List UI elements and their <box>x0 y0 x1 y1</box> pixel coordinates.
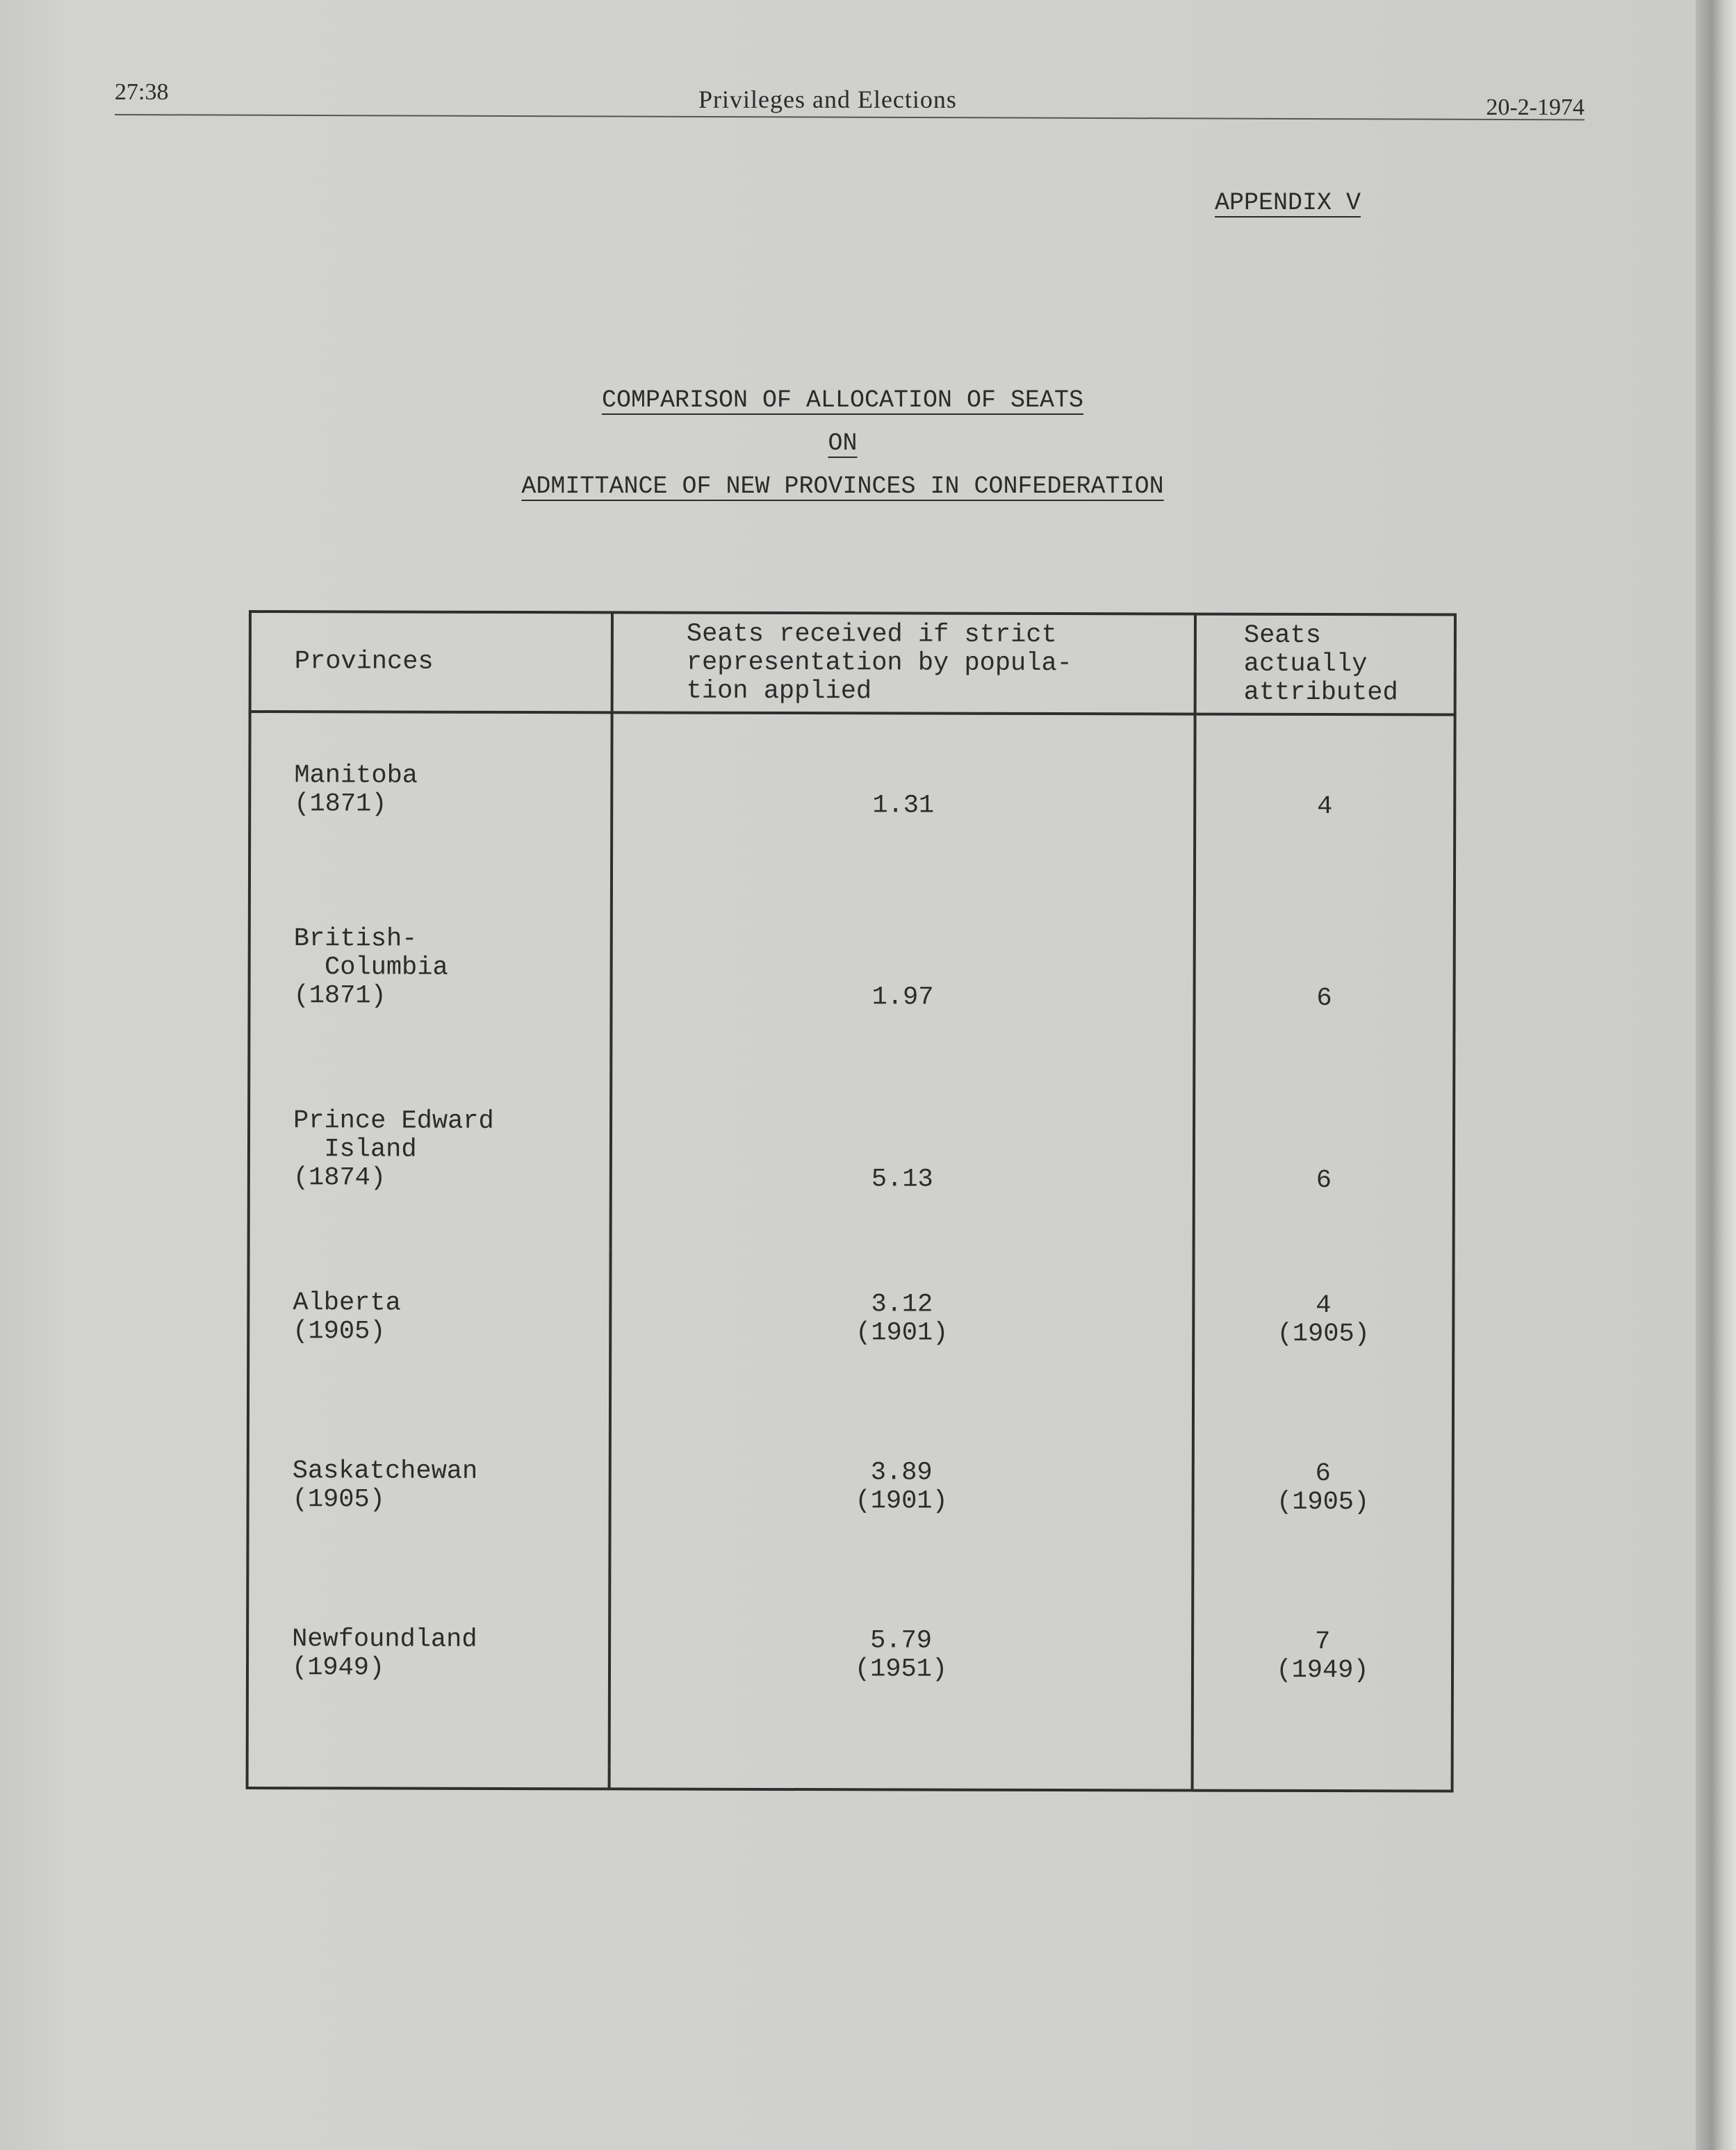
province-line: Columbia <box>293 953 448 983</box>
province-cell <box>248 1247 611 1430</box>
header-rule <box>115 114 1584 120</box>
seats-actual-cell <box>1193 1250 1454 1433</box>
seats-actual-cell <box>1195 714 1455 887</box>
seats-received-cell <box>612 712 1195 885</box>
province-line: Saskatchewan <box>292 1456 478 1486</box>
received-line <box>613 926 1193 955</box>
actual-line: 4 <box>1317 792 1333 822</box>
received-line: 5.13 <box>871 1165 933 1195</box>
page-folio: 27:38 <box>115 79 169 105</box>
table-row <box>249 712 1455 887</box>
received-line <box>612 1136 1193 1166</box>
received-line <box>613 954 1193 984</box>
actual-line <box>1195 1110 1452 1139</box>
seats-actual-cell <box>1193 1600 1453 1769</box>
page-edge-shadow <box>1696 0 1736 2150</box>
header-title: Privileges and Elections <box>698 85 957 113</box>
seats-actual-cell <box>1194 1068 1455 1251</box>
province-line: (1949) <box>291 1653 385 1683</box>
received-line: 1.31 <box>872 791 935 821</box>
actual-line: 4 <box>1316 1291 1332 1321</box>
title-line: COMPARISON OF ALLOCATION OF SEATS <box>601 386 1084 414</box>
table-row <box>247 1598 1453 1769</box>
province-line: (1871) <box>294 789 387 819</box>
actual-line <box>1196 764 1453 794</box>
document-title <box>417 379 1268 508</box>
province-line: Island <box>293 1135 417 1165</box>
title-line: ON <box>828 429 858 457</box>
table-bottom-padding <box>247 1766 1452 1791</box>
received-line: (1901) <box>855 1486 948 1516</box>
actual-line: 6 <box>1316 1166 1332 1196</box>
padding-cell <box>1193 1769 1452 1791</box>
seat-allocation-table <box>246 610 1457 1793</box>
actual-line: (1949) <box>1276 1655 1369 1686</box>
seat-allocation-table-wrap <box>247 610 1457 1686</box>
table-row <box>247 1429 1453 1601</box>
running-header <box>115 75 1584 125</box>
received-line: 3.12 <box>871 1290 933 1320</box>
seats-received-cell <box>609 1598 1193 1768</box>
actual-line <box>1196 956 1453 985</box>
seats-received-cell <box>611 1066 1195 1249</box>
seats-actual-cell <box>1193 1432 1453 1601</box>
province-cell <box>249 1065 612 1248</box>
received-line: 1.97 <box>871 983 934 1012</box>
header-date: 20-2-1974 <box>1486 95 1584 120</box>
actual-line: (1905) <box>1276 1487 1370 1518</box>
received-line: (1901) <box>855 1318 949 1348</box>
province-cell <box>249 712 612 884</box>
received-line: (1951) <box>854 1655 948 1684</box>
title-line: ADMITTANCE OF NEW PROVINCES IN CONFEDERATION <box>521 473 1164 500</box>
header-seats-actual: Seats actually attributed <box>1195 614 1455 715</box>
padding-cell <box>609 1766 1193 1790</box>
province-line: Alberta <box>293 1288 401 1318</box>
header-provinces: Provinces <box>250 612 612 712</box>
appendix-label: APPENDIX V <box>1215 189 1361 217</box>
province-line: (1871) <box>293 981 386 1011</box>
table-row <box>248 1247 1454 1433</box>
received-line: 3.89 <box>870 1458 933 1488</box>
actual-line: 6 <box>1315 1459 1331 1489</box>
province-cell <box>247 1429 610 1598</box>
actual-line: 6 <box>1316 984 1332 1014</box>
province-line: Newfoundland <box>292 1625 477 1655</box>
seats-actual-cell <box>1194 886 1455 1069</box>
province-cell <box>249 883 612 1066</box>
table-row <box>249 883 1455 1069</box>
province-line: Prince Edward <box>293 1106 494 1136</box>
seats-received-cell <box>609 1430 1193 1600</box>
received-line: 5.79 <box>870 1626 933 1656</box>
actual-line <box>1195 1138 1452 1167</box>
header-seats-received: Seats received if strict representation by popula- tion applied <box>612 612 1195 714</box>
padding-cell <box>247 1766 609 1789</box>
received-line <box>613 762 1193 792</box>
province-line: (1874) <box>293 1163 386 1193</box>
table-header-row <box>250 612 1455 715</box>
table-row <box>249 1065 1455 1251</box>
actual-line: 7 <box>1314 1627 1331 1657</box>
province-line: British- <box>293 924 418 954</box>
province-cell <box>247 1598 610 1766</box>
seats-received-cell <box>611 884 1195 1067</box>
province-line: (1905) <box>293 1317 386 1347</box>
received-line <box>612 1108 1193 1138</box>
seats-received-cell <box>610 1248 1194 1431</box>
actual-line <box>1196 928 1453 957</box>
province-line: Manitoba <box>294 761 418 791</box>
province-line: (1905) <box>292 1485 385 1515</box>
table-body <box>247 712 1455 1791</box>
actual-line: (1905) <box>1277 1319 1370 1349</box>
